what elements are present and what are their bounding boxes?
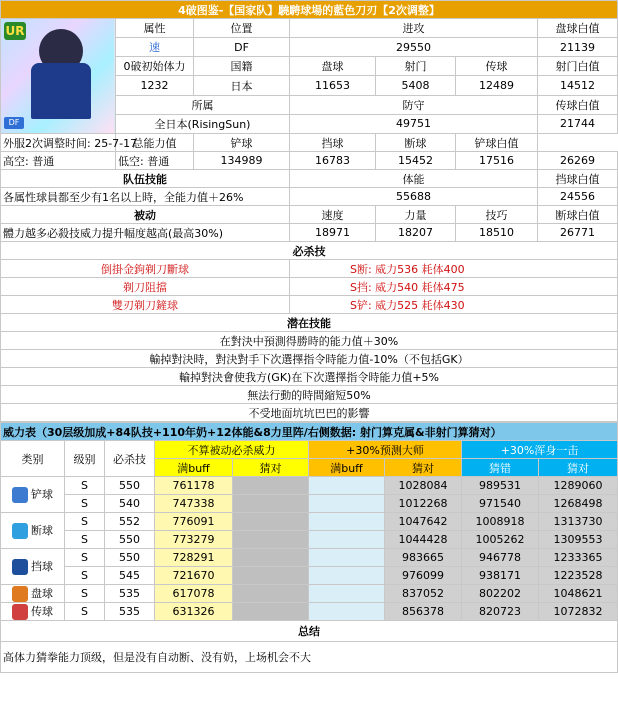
- latent-item: 不受地面坑坑巴巴的影響: [1, 404, 618, 422]
- player-jersey: [31, 63, 91, 119]
- team-label: 所属: [116, 95, 290, 114]
- defense-label: 防守: [290, 95, 538, 114]
- category-label: 传球: [31, 605, 53, 618]
- category-cell: [1, 477, 65, 513]
- sub-header: 猜对: [233, 459, 309, 477]
- skill-cell: 550: [105, 549, 155, 567]
- defense-value: 49751: [290, 114, 538, 133]
- dribble-white-value: 21139: [538, 38, 618, 57]
- value-cell: 976099: [385, 567, 462, 585]
- category-label: 铲球: [31, 488, 53, 501]
- col-category: 类别: [1, 441, 65, 477]
- skill-cell: 552: [105, 513, 155, 531]
- category-cell: [1, 549, 65, 585]
- value-cell: [309, 513, 385, 531]
- value-cell: 837052: [385, 585, 462, 603]
- group-predict-master: +30%预测大师: [309, 441, 462, 459]
- latent-item: 輸掉對決時，對決對手下次選擇指令時能力值-10%（不包括GK）: [1, 350, 618, 368]
- level-cell: S: [65, 495, 105, 513]
- value-cell: 728291: [155, 549, 233, 567]
- value-cell: 989531: [462, 477, 539, 495]
- attr-label: 属性: [116, 19, 194, 38]
- speed-value: 18971: [290, 224, 376, 242]
- value-cell: [309, 477, 385, 495]
- skill-cell: 540: [105, 495, 155, 513]
- pass-white-label: 传球白值: [538, 95, 618, 114]
- total-label: 总能力值: [116, 134, 194, 152]
- tackle-white-label: 铲球白值: [456, 134, 538, 152]
- value-cell: [309, 495, 385, 513]
- block-icon: [12, 559, 28, 575]
- value-cell: [233, 495, 309, 513]
- value-cell: 1223528: [539, 567, 618, 585]
- page-title: 4破图鉴-【国家队】驍騁球場的藍色刀刃【2次调整】: [1, 1, 618, 19]
- level-cell: S: [65, 585, 105, 603]
- tackle-value: 16783: [290, 152, 376, 170]
- total-value: 134989: [194, 152, 290, 170]
- rarity-badge: UR: [5, 24, 25, 38]
- value-cell: 721670: [155, 567, 233, 585]
- power-value: 18207: [376, 224, 456, 242]
- skill-cell: 535: [105, 585, 155, 603]
- value-cell: 1313730: [539, 513, 618, 531]
- intercept-label: 断球: [376, 134, 456, 152]
- value-cell: [309, 531, 385, 549]
- passive-text: 體力越多必殺技威力提升幅度越高(最高30%): [1, 224, 290, 242]
- category-cell: [1, 513, 65, 549]
- value-cell: 747338: [155, 495, 233, 513]
- level-cell: S: [65, 531, 105, 549]
- table-row: [1, 585, 618, 603]
- table-row: [1, 477, 618, 495]
- table-row: [1, 513, 618, 531]
- low-air: 低空: 普通: [116, 152, 194, 170]
- tackle-label: 铲球: [194, 134, 290, 152]
- value-cell: 617078: [155, 585, 233, 603]
- block-white-label: 挡球白值: [538, 170, 618, 188]
- nation-value: 日本: [194, 76, 290, 95]
- value-cell: 946778: [462, 549, 539, 567]
- value-cell: 983665: [385, 549, 462, 567]
- value-cell: [309, 549, 385, 567]
- technique-value: 18510: [456, 224, 538, 242]
- value-cell: 820723: [462, 603, 539, 621]
- pass-value: 12489: [456, 76, 538, 95]
- shoot-white-value: 14512: [538, 76, 618, 95]
- dribble-label: 盘球: [290, 57, 376, 76]
- stamina2-label: 体能: [290, 170, 538, 188]
- dribble-icon: [12, 586, 28, 602]
- attr-value: 速: [116, 38, 194, 57]
- pass-label: 传球: [456, 57, 538, 76]
- value-cell: 1044428: [385, 531, 462, 549]
- category-label: 挡球: [31, 560, 53, 573]
- value-cell: [233, 603, 309, 621]
- power-table: [0, 422, 618, 673]
- attack-value: 29550: [290, 38, 538, 57]
- table-row: [1, 549, 618, 567]
- value-cell: [233, 585, 309, 603]
- speed-label: 速度: [290, 206, 376, 224]
- skill-cell: 535: [105, 603, 155, 621]
- attack-label: 进攻: [290, 19, 538, 38]
- skill-cell: 550: [105, 477, 155, 495]
- power-label: 力量: [376, 206, 456, 224]
- skill-cell: 550: [105, 531, 155, 549]
- category-cell: [1, 603, 65, 621]
- pos-value: DF: [194, 38, 290, 57]
- value-cell: [309, 567, 385, 585]
- value-cell: [233, 477, 309, 495]
- stamina2-value: 55688: [290, 188, 538, 206]
- pass-icon: [12, 604, 28, 620]
- table-row: [1, 567, 618, 585]
- value-cell: [233, 549, 309, 567]
- tackle-icon: [12, 487, 28, 503]
- shoot-label: 射门: [376, 57, 456, 76]
- sub-header: 满buff: [309, 459, 385, 477]
- value-cell: 1008918: [462, 513, 539, 531]
- intercept-icon: [12, 523, 28, 539]
- value-cell: [233, 531, 309, 549]
- block-value: 15452: [376, 152, 456, 170]
- value-cell: 773279: [155, 531, 233, 549]
- level-cell: S: [65, 477, 105, 495]
- group-full-strike: +30%浑身一击: [462, 441, 618, 459]
- value-cell: 1309553: [539, 531, 618, 549]
- stamina-label: 0破初始体力: [116, 57, 194, 76]
- block-label: 挡球: [290, 134, 376, 152]
- shoot-white-label: 射门白值: [538, 57, 618, 76]
- value-cell: 761178: [155, 477, 233, 495]
- team-value: 全日本(RisingSun): [116, 114, 290, 133]
- shoot-value: 5408: [376, 76, 456, 95]
- tackle-white-value: 26269: [538, 152, 618, 170]
- value-cell: 1233365: [539, 549, 618, 567]
- latent-item: 輸掉對決會使我方(GK)在下次選擇指令時能力值+5%: [1, 368, 618, 386]
- value-cell: [233, 567, 309, 585]
- adjust-date: 外服2次调整时间: 25-7-17: [1, 134, 116, 152]
- latent-item: 在對決中預測得勝時的能力值＋30%: [1, 332, 618, 350]
- value-cell: [309, 585, 385, 603]
- value-cell: 776091: [155, 513, 233, 531]
- pos-label: 位置: [194, 19, 290, 38]
- table-row: [1, 531, 618, 549]
- latent-item: 無法行動的時間縮短50%: [1, 386, 618, 404]
- table-row: [1, 603, 618, 621]
- value-cell: 1005262: [462, 531, 539, 549]
- summary-text: 高体力猜拳能力顶级，但是没有自动断、没有奶，上场机会不大: [1, 642, 618, 673]
- value-cell: 971540: [462, 495, 539, 513]
- sub-header: 猜对: [539, 459, 618, 477]
- value-cell: [309, 603, 385, 621]
- sub-header: 猜错: [462, 459, 539, 477]
- intercept-value: 17516: [456, 152, 538, 170]
- col-level: 级别: [65, 441, 105, 477]
- power-table-title: 威力表（30层级加成+84队技+110年奶+12体能&8力里阵/右侧数据: 射门算克属&非射门算猜对）: [1, 423, 618, 441]
- block-white-value: 24556: [538, 188, 618, 206]
- sub-header: 猜对: [385, 459, 462, 477]
- special-stat: S断: 威力536 耗体400: [290, 260, 618, 278]
- table-row: [1, 495, 618, 513]
- dribble-value: 11653: [290, 76, 376, 95]
- value-cell: 631326: [155, 603, 233, 621]
- category-label: 盘球: [31, 587, 53, 600]
- technique-label: 技巧: [456, 206, 538, 224]
- special-stat: S挡: 威力540 耗体475: [290, 278, 618, 296]
- nation-label: 国籍: [194, 57, 290, 76]
- value-cell: 1268498: [539, 495, 618, 513]
- level-cell: S: [65, 549, 105, 567]
- skill-cell: 545: [105, 567, 155, 585]
- stamina-value: 1232: [116, 76, 194, 95]
- dribble-white-label: 盘球白值: [538, 19, 618, 38]
- team-skill-label: 队伍技能: [1, 170, 290, 188]
- special-name: 剃刀阻擋: [1, 278, 290, 296]
- level-cell: S: [65, 513, 105, 531]
- value-cell: 1048621: [539, 585, 618, 603]
- category-cell: [1, 585, 65, 603]
- intercept-white-label: 断球白值: [538, 206, 618, 224]
- value-cell: 1289060: [539, 477, 618, 495]
- card-image: [1, 19, 116, 134]
- pass-white-value: 21744: [538, 114, 618, 133]
- col-skill: 必杀技: [105, 441, 155, 477]
- group-no-passive: 不算被动必杀威力: [155, 441, 309, 459]
- sub-header: 满buff: [155, 459, 233, 477]
- value-cell: 856378: [385, 603, 462, 621]
- category-label: 断球: [31, 524, 53, 537]
- level-cell: S: [65, 603, 105, 621]
- special-stat: S铲: 威力525 耗体430: [290, 296, 618, 314]
- special-header: 必杀技: [1, 242, 618, 260]
- summary-header: 总结: [1, 621, 618, 642]
- value-cell: 1012268: [385, 495, 462, 513]
- high-air: 高空: 普通: [1, 152, 116, 170]
- latent-header: 潜在技能: [1, 314, 618, 332]
- value-cell: 802202: [462, 585, 539, 603]
- value-cell: 1072832: [539, 603, 618, 621]
- intercept-white-value: 26771: [538, 224, 618, 242]
- value-cell: 1047642: [385, 513, 462, 531]
- team-skill-text: 各属性球員都至少有1名以上時，全能力值＋26%: [1, 188, 290, 206]
- special-name: 雙刃剃刀鏟球: [1, 296, 290, 314]
- value-cell: 1028084: [385, 477, 462, 495]
- special-name: 倒掛金鉤剃刀斷球: [1, 260, 290, 278]
- passive-label: 被动: [1, 206, 290, 224]
- value-cell: 938171: [462, 567, 539, 585]
- level-cell: S: [65, 567, 105, 585]
- position-badge: DF: [4, 117, 24, 129]
- value-cell: [233, 513, 309, 531]
